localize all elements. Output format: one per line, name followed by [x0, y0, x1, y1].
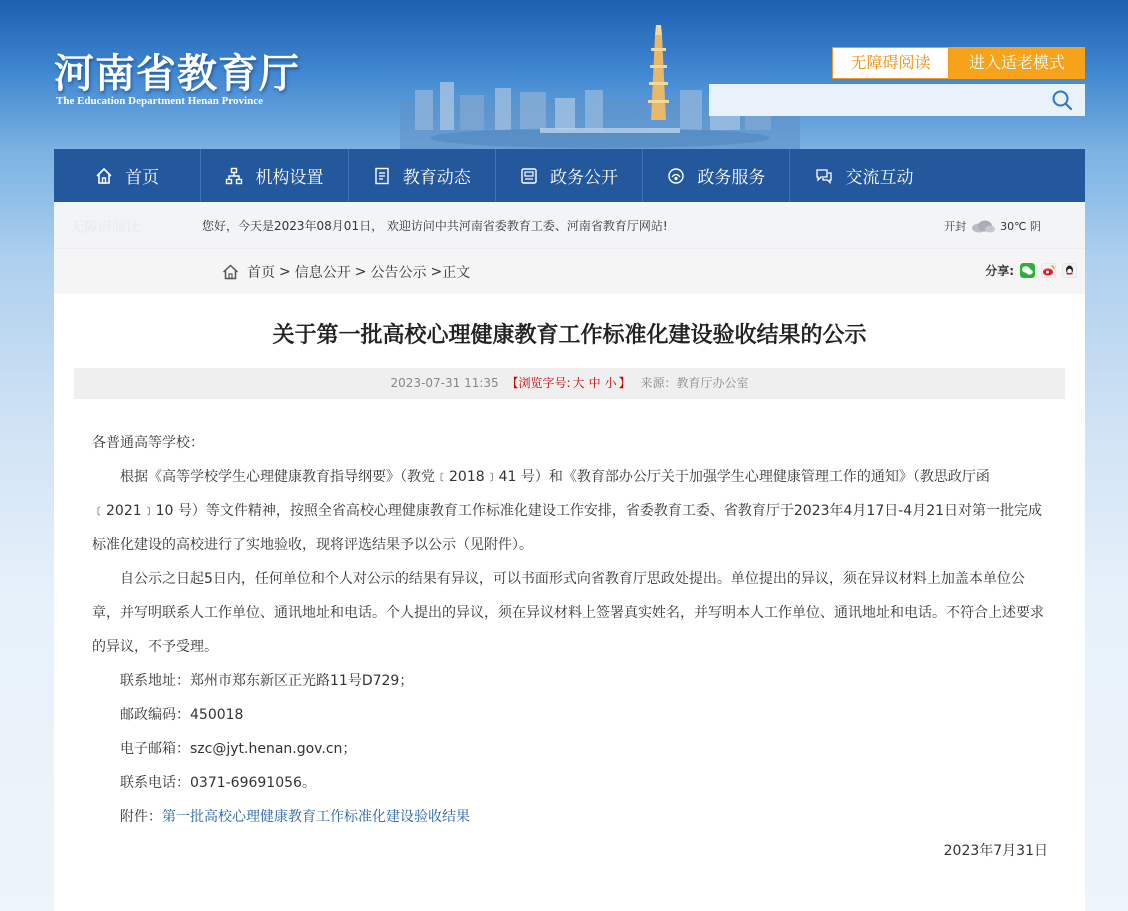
breadcrumb-separator: >	[279, 264, 291, 280]
nav-item-interaction[interactable]	[790, 149, 938, 202]
article-meta-bar	[74, 368, 1065, 399]
nav-item-label: 政务服务	[697, 168, 766, 188]
breadcrumb-announcement-link[interactable]: 公告公示	[370, 265, 427, 281]
nav-item-label: 机构设置	[255, 168, 324, 188]
contact-address: 联系地址：郑州市郑东新区正光路11号D729；	[120, 673, 414, 689]
nav-item-label: 交流互动	[845, 168, 914, 188]
breadcrumb-separator: >	[430, 264, 443, 280]
weather-city: 开封	[944, 220, 967, 233]
font-small-button[interactable]: 小	[604, 376, 617, 390]
site-title-cn[interactable]: 河南省教育厅	[54, 50, 300, 97]
font-size-label: 【浏览字号:	[506, 376, 571, 390]
service-icon	[667, 167, 685, 185]
nav-item-label: 教育动态	[402, 168, 471, 188]
share-label: 分享:	[985, 264, 1014, 278]
article-source: 来源：教育厅办公室	[640, 376, 749, 390]
nav-item-education-news[interactable]	[349, 149, 496, 202]
nav-item-home[interactable]	[54, 149, 201, 202]
main-navigation	[54, 149, 1085, 202]
site-header	[0, 0, 1128, 150]
weather-temperature: 30℃ 阴	[1000, 220, 1041, 233]
contact-postcode: 邮政编码：450018	[120, 707, 244, 723]
nav-item-label: 首页	[125, 168, 160, 188]
breadcrumb-separator: >	[354, 264, 367, 280]
nav-item-label: 政务公开	[550, 168, 619, 188]
home-icon	[222, 264, 239, 280]
attachment-line	[92, 800, 1048, 834]
org-chart-icon	[225, 167, 243, 185]
document-icon	[520, 167, 538, 185]
breadcrumb-home-link[interactable]: 首页	[247, 265, 275, 281]
search-input[interactable]	[709, 84, 1039, 116]
font-size-control	[507, 376, 631, 390]
cloud-icon	[970, 219, 996, 233]
search-icon[interactable]	[1051, 89, 1073, 111]
nav-item-organization[interactable]	[201, 149, 348, 202]
font-medium-button[interactable]: 中	[588, 376, 601, 390]
weather-widget	[944, 218, 1041, 234]
breadcrumb-current: 正文	[442, 265, 471, 281]
breadcrumb-bar	[54, 248, 1085, 294]
content-container	[54, 202, 1085, 911]
font-large-button[interactable]: 大	[572, 376, 585, 390]
breadcrumb-info-public-link[interactable]: 信息公开	[294, 265, 351, 281]
site-title-en: The Education Department Henan Province	[56, 95, 263, 107]
sign-date: 2023年7月31日	[943, 843, 1048, 859]
interaction-icon	[815, 167, 833, 185]
attachment-link[interactable]: 第一批高校心理健康教育工作标准化建设验收结果	[162, 809, 470, 825]
weibo-share-icon[interactable]	[1041, 263, 1056, 278]
article-paragraph: 根据《高等学校学生心理健康教育指导纲要》（教党﹝2018﹞41 号）和《教育部办公厅关于加强学生心理健康管理工作的通知》（教思政厅函﹝2021﹞10 号）等文件精神，按照全省高校心理健康教育工作标准化建设工作安排，省委教育工委、省教育厅于2023年4月17日-4月21日对第一批完成标准化建设的高校进行了实地验收，现将评选结果予以公示（见附件）。	[92, 469, 1043, 553]
search-box	[709, 84, 1085, 116]
news-icon	[373, 167, 391, 185]
nav-item-government-services[interactable]	[643, 149, 790, 202]
nav-item-government-affairs-public[interactable]	[496, 149, 643, 202]
publish-date: 2023-07-31 11:35	[390, 376, 499, 390]
accessibility-reading-button[interactable]: 无障碍阅读	[832, 47, 949, 79]
home-icon	[95, 167, 113, 185]
welcome-bar	[54, 202, 1085, 248]
font-size-end: 】	[618, 376, 631, 390]
qq-share-icon[interactable]	[1062, 263, 1077, 278]
share-bar	[985, 262, 1077, 279]
article-title: 关于第一批高校心理健康教育工作标准化建设验收结果的公示	[272, 323, 867, 348]
article-paragraph: 自公示之日起5日内，任何单位和个人对公示的结果有异议，可以书面形式向省教育厅思政处提出。单位提出的异议，须在异议材料上加盖本单位公章，并写明联系人工作单位、通讯地址和电话。个人提出的异议，须在异议材料上签署真实姓名，并写明本人工作单位、通讯地址和电话。不符合上述要求的异议，不予受理。	[92, 571, 1044, 655]
article-body	[92, 426, 1048, 868]
welcome-text: 您好，今天是2023年08月01日， 欢迎访问中共河南省委教育工委、河南省教育厅网站!	[202, 219, 668, 233]
faded-accessibility-label: 无障碍阅读	[70, 220, 140, 236]
breadcrumb	[222, 262, 470, 282]
wechat-share-icon[interactable]	[1020, 263, 1035, 278]
contact-email: 电子邮箱：szc@jyt.henan.gov.cn；	[120, 741, 357, 757]
article-greeting: 各普通高等学校：	[92, 435, 204, 451]
contact-phone: 联系电话：0371-69691056。	[120, 775, 316, 791]
attachment-label: 附件：	[120, 809, 162, 825]
elder-mode-button[interactable]: 进入适老模式	[949, 47, 1085, 79]
